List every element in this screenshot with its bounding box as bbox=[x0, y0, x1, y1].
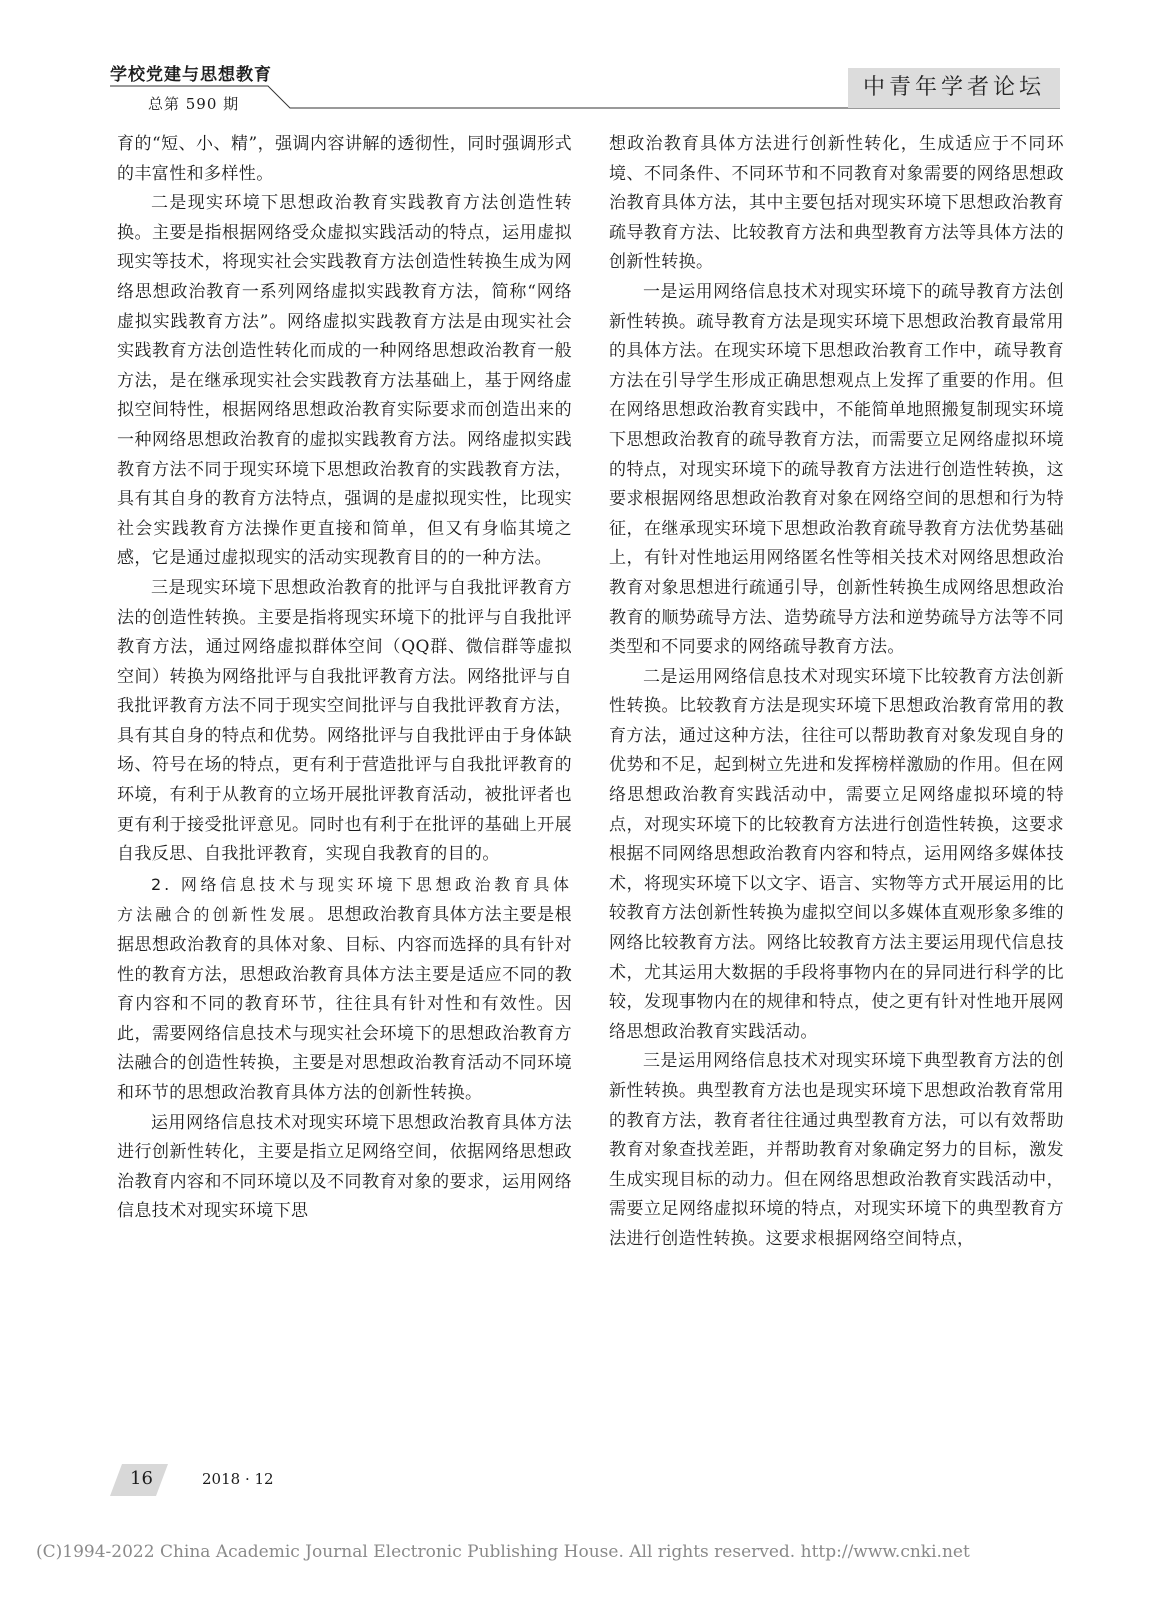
subsection-heading: 2. 网络信息技术与现实环境下思想政治教育具体方法融合的创新性发展。 bbox=[117, 874, 572, 925]
section-label: 中青年学者论坛 bbox=[848, 68, 1060, 108]
paragraph: 三是运用网络信息技术对现实环境下典型教育方法的创新性转换。典型教育方法也是现实环境下思想政治教育常用的教育方法，教育者往往通过典型教育方法，可以有效帮助教育对象查找差距，并帮助教育对象确定努力的目标，激发生成实现目标的动力。但在网络思想政治教育实践活动中，需要立足网络虚拟环境的特点，对现实环境下的典型教育方法进行创造性转换。这要求根据网络空间特点， bbox=[609, 1051, 1064, 1249]
paragraph: 育的“短、小、精”，强调内容讲解的透彻性，同时强调形式的丰富性和多样性。 bbox=[117, 134, 572, 184]
subsection-paragraph bbox=[117, 870, 572, 1109]
journal-name: 学校党建与思想教育 bbox=[110, 65, 272, 85]
paragraph: 二是现实环境下思想政治教育实践教育方法创造性转换。主要是指根据网络受众虚拟实践活动的特点，运用虚拟现实等技术，将现实社会实践教育方法创造性转换生成为网络思想政治教育一系列网络虚拟实践教育方法，简称“网络虚拟实践教育方法”。网络虚拟实践教育方法是由现实社会实践教育方法创造性转化而成的一种网络思想政治教育一般方法，是在继承现实社会实践教育方法基础上，基于网络虚拟空间特性，根据网络思想政治教育实际要求而创造出来的一种网络思想政治教育的虚拟实践教育方法。网络虚拟实践教育方法不同于现实环境下思想政治教育的实践教育方法，具有其自身的教育方法特点，强调的是虚拟现实性，比现实社会实践教育方法操作更直接和简单，但又有身临其境之感，它是通过虚拟现实的活动实现教育目的的一种方法。 bbox=[117, 193, 572, 569]
paragraph: 二是运用网络信息技术对现实环境下比较教育方法创新性转换。比较教育方法是现实环境下思想政治教育常用的教育方法，通过这种方法，往往可以帮助教育对象发现自身的优势和不足，起到树立先进和发挥榜样激励的作用。但在网络思想政治教育实践活动中，需要立足网络虚拟环境的特点，对现实环境下的比较教育方法进行创造性转换，这要求根据不同网络思想政治教育内容和特点，运用网络多媒体技术，将现实环境下以文字、语言、实物等方式开展运用的比较教育方法创新性转换为虚拟空间以多媒体直观形象多维的网络比较教育方法。网络比较教育方法主要运用现代信息技术，尤其运用大数据的手段将事物内在的异同进行科学的比较，发现事物内在的规律和特点，使之更有针对性地开展网络思想政治教育实践活动。 bbox=[609, 666, 1064, 1042]
paragraph: 想政治教育具体方法进行创新性转化，生成适应于不同环境、不同条件、不同环节和不同教育对象需要的网络思想政治教育具体方法，其中主要包括对现实环境下思想政治教育疏导教育方法、比较教育方法和典型教育方法等具体方法的创新性转换。 bbox=[609, 134, 1064, 273]
page-number: 16 bbox=[130, 1468, 153, 1489]
copyright-notice: (C)1994-2022 China Academic Journal Electronic Publishing House. All rights reserved. http://www.cnki.net bbox=[36, 1542, 970, 1562]
issue-number: 总第 590 期 bbox=[148, 95, 240, 113]
issue-date: 2018 · 12 bbox=[202, 1470, 274, 1488]
subsection-text: 思想政治教育具体方法主要是根据思想政治教育的具体对象、目标、内容而选择的具有针对性的教育方法，思想政治教育具体方法主要是适应不同的教育内容和不同的教育环节，往往具有针对性和有效性。因此，需要网络信息技术与现实社会环境下的思想政治教育方法融合的创造性转换，主要是对思想政治教育活动不同环境和环节的思想政治教育具体方法的创新性转换。 bbox=[117, 905, 572, 1103]
left-column bbox=[117, 130, 572, 1227]
paragraph: 一是运用网络信息技术对现实环境下的疏导教育方法创新性转换。疏导教育方法是现实环境下思想政治教育最常用的具体方法。在现实环境下思想政治教育工作中，疏导教育方法在引导学生形成正确思想观点上发挥了重要的作用。但在网络思想政治教育实践中，不能简单地照搬复制现实环境下思想政治教育的疏导教育方法，而需要立足网络虚拟环境的特点，对现实环境下的疏导教育方法进行创造性转换，这要求根据网络思想政治教育对象在网络空间的思想和行为特征，在继承现实环境下思想政治教育疏导教育方法优势基础上，有针对性地运用网络匿名性等相关技术对网络思想政治教育对象思想进行疏通引导，创新性转换生成网络思想政治教育的顺势疏导方法、造势疏导方法和逆势疏导方法等不同类型和不同要求的网络疏导教育方法。 bbox=[609, 281, 1064, 658]
right-column bbox=[609, 130, 1064, 1255]
paragraph: 运用网络信息技术对现实环境下思想政治教育具体方法进行创新性转化，主要是指立足网络空间，依据网络思想政治教育内容和不同环境以及不同教育对象的要求，运用网络信息技术对现实环境下思 bbox=[117, 1112, 572, 1222]
paragraph: 三是现实环境下思想政治教育的批评与自我批评教育方法的创造性转换。主要是指将现实环境下的批评与自我批评教育方法，通过网络虚拟群体空间（QQ群、微信群等虚拟空间）转换为网络批评与自我批评教育方法。网络批评与自我批评教育方法不同于现实空间批评与自我批评教育方法，具有其自身的特点和优势。网络批评与自我批评由于身体缺场、符号在场的特点，更有利于营造批评与自我批评教育的环境，有利于从教育的立场开展批评教育活动，被批评者也更有利于接受批评意见。同时也有利于在批评的基础上开展自我反思、自我批评教育，实现自我教育的目的。 bbox=[117, 577, 572, 865]
